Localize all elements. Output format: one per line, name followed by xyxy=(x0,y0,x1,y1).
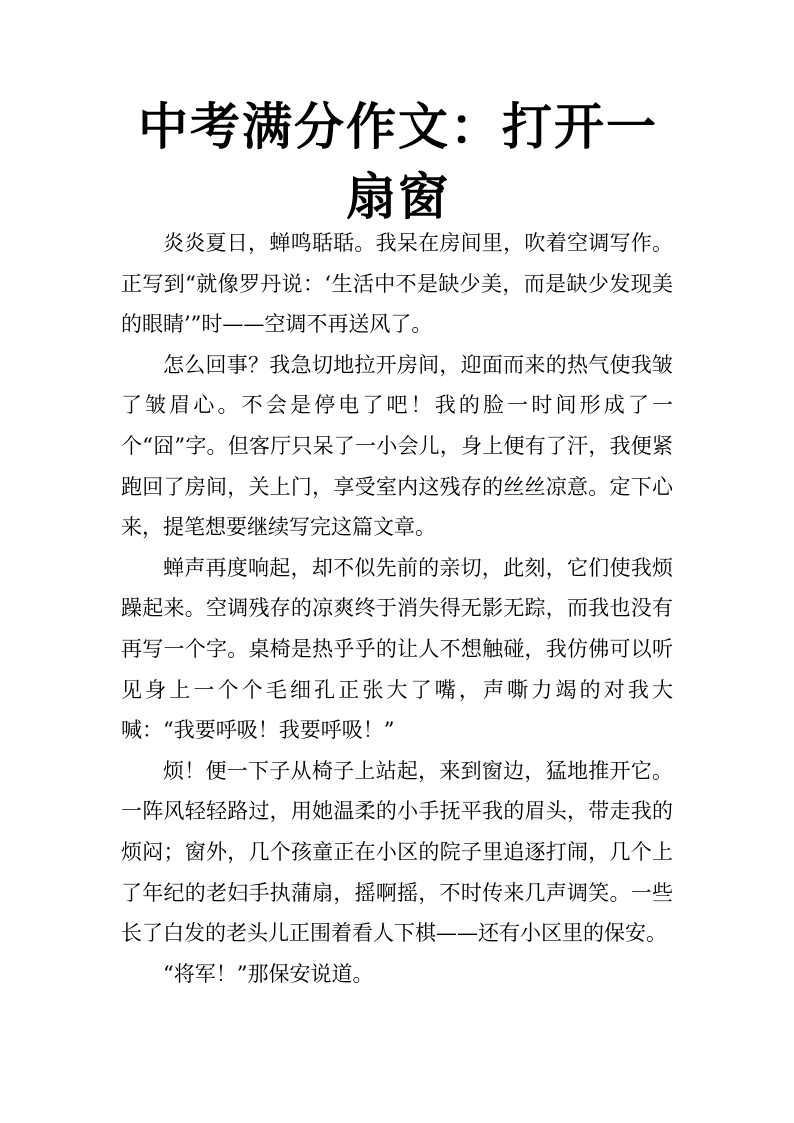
paragraph-4: 烦！便一下子从椅子上站起，来到窗边，猛地推开它。一阵风轻轻路过，用她温柔的小手抚平我的眉头，带走我的烦闷；窗外，几个孩童正在小区的院子里追逐打闹，几个上了年纪的老妇手执蒲扇，摇啊摇，不时传来几声调笑。一些长了白发的老头儿正围着看人下棋——还有小区里的保安。 xyxy=(121,758,673,946)
document-title: 中考满分作文：打开一扇窗 xyxy=(138,98,658,226)
document-body xyxy=(121,223,673,994)
paragraph-3: 蝉声再度响起，却不似先前的亲切，此刻，它们使我烦躁起来。空调残存的凉爽终于消失得无影无踪，而我也没有再写一个字。桌椅是热乎乎的让人不想触碰，我仿佛可以听见身上一个个毛细孔正张大了嘴，声嘶力竭的对我大喊：“我要呼吸！我要呼吸！” xyxy=(121,555,673,743)
paragraph-5: “将军！”那保安说道。 xyxy=(163,961,374,986)
paragraph-1: 炎炎夏日，蝉鸣聒聒。我呆在房间里，吹着空调写作。正写到“就像罗丹说：‘生活中不是缺少美，而是缺少发现美的眼睛’”时——空调不再送风了。 xyxy=(121,231,673,337)
paragraph-2: 怎么回事？我急切地拉开房间，迎面而来的热气使我皱了皱眉心。不会是停电了吧！我的脸一时间形成了一个“囧”字。但客厅只呆了一小会儿，身上便有了汗，我便紧跑回了房间，关上门，享受室内这残存的丝丝凉意。定下心来，提笔想要继续写完这篇文章。 xyxy=(121,352,673,540)
